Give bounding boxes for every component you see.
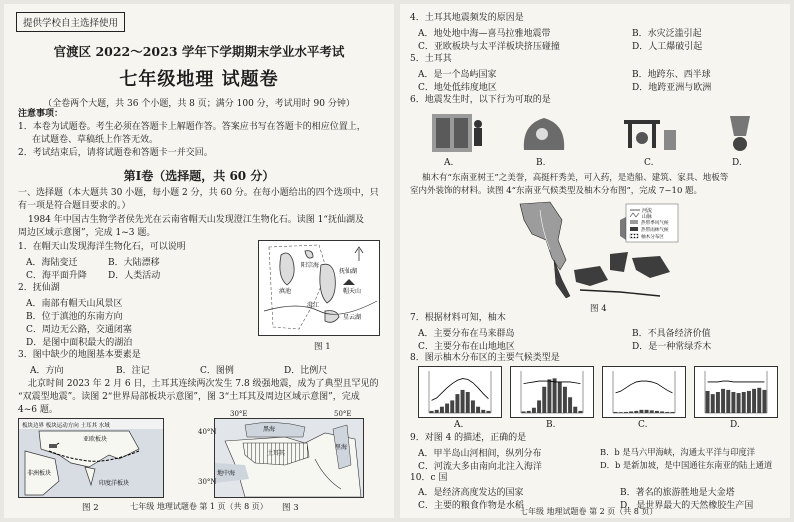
precip-bar [757,388,761,413]
precip-bar [747,391,751,413]
q8-stem: 8．图示柚木分布区的主要气候类型是 [410,353,560,363]
precip-bar [547,379,551,413]
fig3-label-mediterranean: 地中海 [217,470,236,477]
precip-bar [537,400,541,413]
page-2-footer: 七年级 地理试题卷 第 2 页（共 8 页） [520,507,658,516]
precip-bar [476,407,480,413]
passage-2-line-1: 北京时间 2023 年 2 月 6 日，土耳其连续两次发生 7.8 级强地震，成为了典型且罕见的 [28,379,379,389]
passage-3-line-1: 柚木有“东南亚树王”之美誉，高挺杆秀美，可入药，是造船、建筑、家具、地板等 [422,173,729,183]
figure-4-map [510,200,680,300]
precip-bar [650,410,654,413]
fig1-label-yangzonghai: 阳宗海 [301,262,320,269]
precip-bar [522,411,526,413]
q3-option-a[interactable]: A．方向 [30,366,64,376]
intro-line-1: 一、选择题（本大题共 30 小题，每小题 2 分，共 60 分。在每小题给出的四个选项中，只 [18,188,379,198]
precip-bar [742,392,746,413]
notes-line-2: 在试题卷、草稿纸上作答无效。 [32,135,159,145]
precip-bar [619,412,623,413]
q1-option-c[interactable]: C．海平面升降 [26,271,87,281]
intro-line-2: 有一项是符合题目要求的。） [18,201,131,211]
fig4-legend-monsoon: 热带季风气候 [641,221,669,226]
precip-bar [486,411,490,413]
fig4-legend-mountain: 山脉 [642,214,653,220]
precip-bar [466,392,470,413]
precip-bar [578,411,582,413]
precip-bar [471,400,475,413]
precip-bar [737,393,741,413]
q10-option-a[interactable]: A．是经济高度发达的国家 [418,488,524,498]
temperature-line [708,381,765,382]
fig3-lon-50e: 50°E [334,410,352,418]
precip-bar [721,389,725,413]
q6-stem: 6．地震发生时，以下行为可取的是 [410,95,551,105]
q2-option-a[interactable]: A．南部有帽天山风景区 [26,299,123,309]
q5-option-d[interactable]: D．地跨亚洲与欧洲 [632,83,712,93]
fig1-label-xingyunhu: 星云湖 [343,314,362,321]
q1-option-d[interactable]: D．人类活动 [108,271,161,281]
fig3-label-turkey: 土耳其 [267,450,286,457]
q6-picture-b[interactable] [514,110,574,156]
precip-bar [558,382,562,414]
q6-picture-a[interactable] [426,110,486,156]
precip-bar [532,408,536,413]
precip-bar [542,387,546,413]
figure-2-caption: 图 2 [82,503,99,513]
precip-bar [435,410,439,413]
q7-option-a[interactable]: A．主要分布在马来群岛 [418,329,515,339]
precip-bar [563,387,567,413]
precip-bar [614,412,618,413]
q5-option-a[interactable]: A．是一个岛屿国家 [418,70,497,80]
temperature-line [524,381,581,384]
exam-page-2 [400,4,790,518]
fig2-label-indian: 印度洋板块 [99,480,130,487]
school-use-badge: 提供学校自主选择使用 [16,12,125,32]
q4-option-b[interactable]: B．水灾泛滥引起 [632,29,702,39]
q4-option-d[interactable]: D．人工爆破引起 [632,42,703,52]
precip-bar [430,411,434,413]
precip-bar [645,410,649,413]
figure-1-caption: 图 1 [314,342,331,352]
q6-option-d[interactable]: D. [732,158,742,168]
passage-3-line-2: 室内外装饰的材料。读图 4“东南亚气候类型及柚木分布图”，完成 7~10 题。 [410,186,703,196]
precip-bar [706,391,710,413]
q3-option-c[interactable]: C．图例 [200,366,234,376]
precip-bar [553,378,557,413]
fig2-label-africa: 非洲板块 [27,470,52,477]
q8-option-a[interactable]: A. [454,420,464,430]
precip-bar [568,397,572,413]
passage-2-line-2: “双震型地震”。读图 2“世界局部板块示意图”，图 3“土耳其及周边区域示意图”，完成 [18,392,360,402]
precip-bar [670,412,674,413]
fig3-lat-40n: 40°N [198,428,217,436]
precip-bar [624,412,628,413]
q5-option-b[interactable]: B．地跨东、西半球 [632,70,711,80]
precip-bar [573,407,577,413]
fig3-label-blacksea: 黑海 [263,426,276,433]
figure-2-map [18,418,164,498]
precip-bar [665,412,669,413]
q10-option-d[interactable]: D．是世界最大的天然橡胶生产国 [620,501,754,511]
page-1-footer: 七年级 地理试题卷 第 1 页（共 8 页） [130,502,268,511]
q6-option-a[interactable]: A. [444,158,454,168]
precip-bar [440,407,444,413]
q10-option-b[interactable]: B．著名的旅游胜地是大金塔 [620,488,735,498]
q9-option-b[interactable]: B．b 是马六甲海峡，沟通太平洋与印度洋 [600,447,756,457]
exam-subtitle: （全卷两个大题，共 36 个小题，共 8 页；满分 100 分，考试用时 90 分钟） [43,99,355,109]
q8-option-c[interactable]: C. [638,420,648,430]
q5-stem: 5．土耳其 [410,54,452,64]
q9-option-a[interactable]: A．甲半岛山河相间，纵列分布 [418,449,542,459]
q3-option-b[interactable]: B．注记 [116,366,150,376]
figure-3-map [214,418,364,498]
precip-bar [731,392,735,413]
precip-bar [716,392,720,413]
notes-line-3: 2．考试结束后，请将试题卷和答题卡一并交回。 [18,148,213,158]
q7-option-d[interactable]: D．是一种常绿乔木 [632,342,712,352]
temperature-line [616,381,673,393]
climate-axes [613,371,675,413]
precip-bar [450,400,454,413]
passage-1-line-2: 周边区域示意图”，完成 1~3 题。 [18,228,156,238]
figure-1-map [258,240,380,336]
q8-option-d[interactable]: D. [730,420,740,430]
q7-stem: 7．根据材料可知，柚木 [410,313,506,323]
precip-bar [527,411,531,413]
precip-bar [762,390,766,413]
climate-chart-a [418,366,502,418]
q6-picture-d[interactable] [710,110,770,156]
exam-page-1 [4,4,394,518]
fig3-lon-30e: 30°E [230,410,248,418]
q2-option-d[interactable]: D．是图中面积最大的湖泊 [26,338,133,348]
section-1-heading: 第Ⅰ卷（选择题，共 60 分） [123,169,275,183]
fig1-label-maotianshan: 帽天山 [343,288,362,295]
precip-bar [461,390,465,413]
precip-bar [639,410,643,413]
q6-picture-c[interactable] [620,110,680,156]
precip-bar [726,390,730,413]
q1-option-a[interactable]: A．海陆变迁 [26,258,78,268]
fig2-label-eurasia: 亚欧板块 [83,436,108,443]
fig3-label-caspian: 里海 [335,444,348,451]
q9-option-c[interactable]: C．河流大多由南向北注入海洋 [418,462,542,472]
precip-bar [445,404,449,413]
temperature-line [432,379,489,401]
precip-bar [629,411,633,413]
q10-stem: 10．c 国 [410,473,448,483]
q7-option-b[interactable]: B．不具备经济价值 [632,329,711,339]
precip-bar [660,411,664,413]
q4-stem: 4．土耳其地震频发的原因是 [410,13,524,23]
fig4-legend-rainforest: 热带雨林气候 [641,228,669,233]
q1-option-b[interactable]: B．大陆漂移 [108,258,160,268]
precip-bar [711,394,715,413]
fig1-label-dianchi: 滇池 [279,288,292,295]
precip-bar [481,410,485,413]
precip-bar [655,411,659,413]
fig2-legend: 板块边界 板块运动方向 土耳其 水域 [22,423,110,429]
paper-title: 七年级地理 试题卷 [119,69,279,90]
figure-4-caption: 图 4 [590,304,607,314]
precip-bar [634,411,638,413]
q1-stem: 1．在帽天山发现海洋生物化石，可以说明 [18,242,186,252]
precip-bar [752,389,756,413]
climate-chart-c [602,366,686,418]
fig1-label-fuxianhu: 抚仙湖 [339,268,358,275]
q7-option-c[interactable]: C．主要分布在山地地区 [418,342,515,352]
q8-option-b[interactable]: B. [546,420,556,430]
climate-chart-b [510,366,594,418]
q10-option-c[interactable]: C．主要的粮食作物是水稻 [418,501,524,511]
q4-option-a[interactable]: A．地处地中海—喜马拉雅地震带 [418,29,551,39]
passage-2-line-3: 4~6 题。 [18,405,58,415]
fig1-label-chengjiang: 澄江 [307,302,320,309]
q3-stem: 3．图中缺少的地图基本要素是 [18,350,141,360]
passage-1-line-1: 1984 年中国古生物学者侯先光在云南省帽天山发现澄江生物化石。读图 1“抚仙湖及 [28,215,364,225]
notes-heading: 注意事项： [18,109,64,119]
notes-line-1: 1．本卷为试题卷。考生必须在答题卡上解题作答。答案应书写在答题卡的相应位置上， [18,122,366,132]
precip-bar [455,394,459,413]
fig4-legend-river: 河流 [642,208,653,214]
q3-option-d[interactable]: D．比例尺 [284,366,328,376]
q9-stem: 9．对图 4 的描述，正确的是 [410,433,527,443]
q2-stem: 2．抚仙湖 [18,283,60,293]
q9-option-d[interactable]: D．b 是新加坡，是中国通往东南亚的陆上通道 [600,460,773,470]
exam-title: 官渡区 2022～2023 学年下学期期末学业水平考试 [53,44,345,59]
q2-option-b[interactable]: B．位于滇池的东南方向 [26,312,123,322]
fig3-lat-30n: 30°N [198,478,217,486]
fig4-legend-teak: 柚木分布区 [641,235,664,240]
q6-option-b[interactable]: B. [536,158,546,168]
climate-chart-d [694,366,778,418]
q6-option-c[interactable]: C. [644,158,654,168]
q5-option-c[interactable]: C．地处低纬度地区 [418,83,497,93]
q4-option-c[interactable]: C．亚欧板块与太平洋板块挤压碰撞 [418,42,560,52]
q2-option-c[interactable]: C．周边无公路，交通闭塞 [26,325,132,335]
figure-3-caption: 图 3 [282,503,299,513]
